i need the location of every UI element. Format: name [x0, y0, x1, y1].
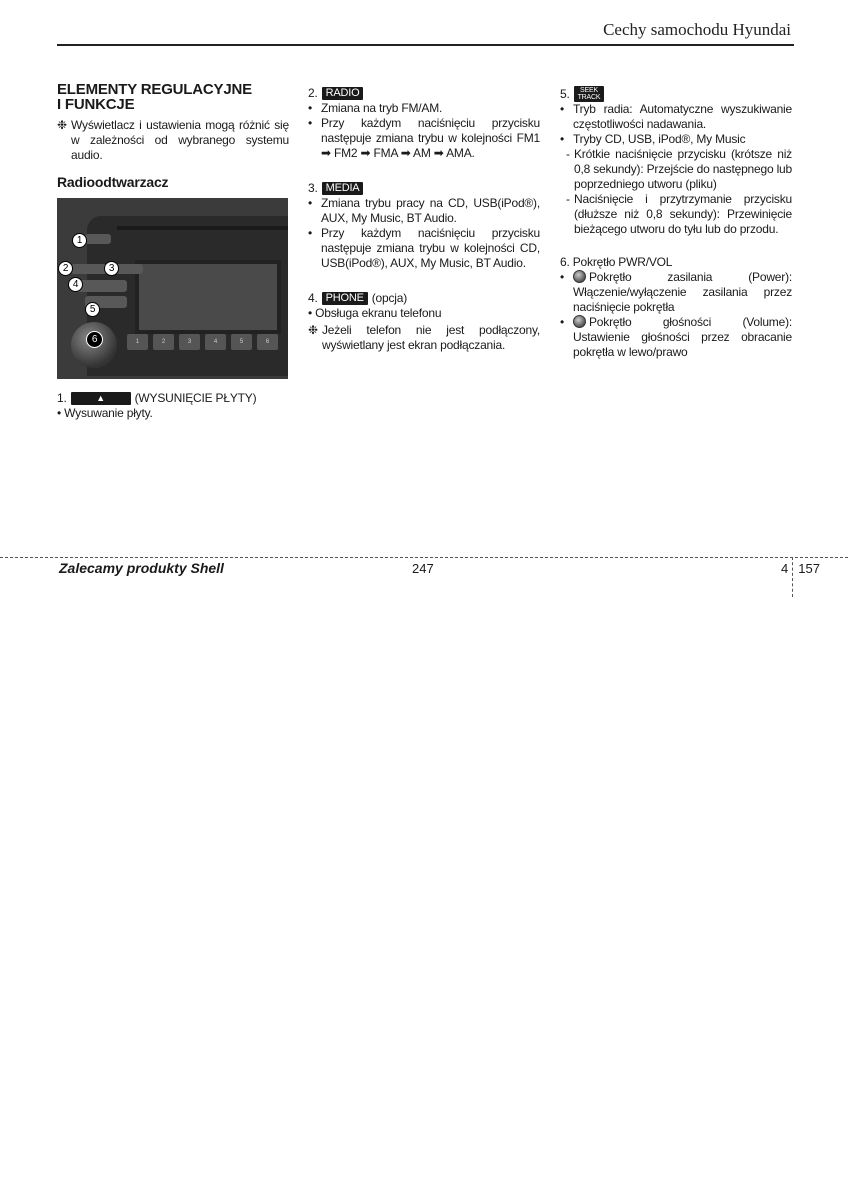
footer-chapter-page	[781, 561, 820, 576]
note-mark-icon: ❉	[308, 323, 318, 337]
list-item: - Naciśnięcie i przytrzymanie przycisku (dłuższe niż 0,8 sekundy): Przewinięcie bieżącego utworu do tyłu lub do przodu.	[560, 192, 792, 237]
eject-icon: ▲	[71, 392, 131, 405]
section-title-line1: ELEMENTY REGULACYJNE	[57, 81, 252, 98]
callout-6: 6	[86, 331, 103, 348]
item-radio	[308, 86, 540, 161]
callout-1: 1	[72, 233, 87, 248]
list-item: • Przy każdym naciśnięciu przycisku następuje zmiana trybu w kolejności FM1 ➡ FM2 ➡ FMA ➡ AM ➡ AMA.	[308, 116, 540, 161]
footer-page-number: 247	[412, 561, 434, 576]
callout-2: 2	[58, 261, 73, 276]
chapter-page-number: 157	[798, 561, 820, 576]
item-media	[308, 181, 540, 271]
note-text: Wyświetlacz i ustawienia mogą różnić się w zależności od wybranego systemu audio.	[71, 118, 289, 162]
footer-divider	[0, 557, 848, 558]
preset-key: 4	[205, 334, 226, 350]
item-number: 5.	[560, 86, 570, 101]
item-eject	[57, 391, 289, 421]
preset-key: 6	[257, 334, 278, 350]
preset-key: 1	[127, 334, 148, 350]
item-bullet: • Obsługa ekranu telefonu	[308, 306, 442, 320]
list-item: • Tryb radia: Automatyczne wyszukiwanie częstotliwości nadawania.	[560, 102, 792, 132]
list-item: • Zmiana trybu pracy na CD, USB(iPod®), AUX, My Music, BT Audio.	[308, 196, 540, 226]
radio-key	[71, 264, 107, 274]
callout-4: 4	[68, 277, 83, 292]
column-3	[560, 82, 792, 360]
column-2	[308, 82, 540, 353]
footer-slogan: Zalecamy produkty Shell	[59, 560, 224, 576]
header-rule	[57, 44, 794, 46]
item-pwr-vol	[560, 255, 792, 360]
item-number: 3.	[308, 181, 318, 195]
list-item: • Pokrętło głośności (Volume): Ustawienie głośności przez obracanie pokrętła w lewo/prawo	[560, 315, 792, 360]
note-text: Jeżeli telefon nie jest podłączony, wyświetlany jest ekran podłączania.	[322, 323, 540, 352]
list-item: • Zmiana na tryb FM/AM.	[308, 101, 540, 116]
item-number: 2.	[308, 86, 318, 100]
eject-key	[85, 234, 111, 244]
item-number: 4.	[308, 291, 318, 305]
phone-key	[77, 280, 127, 292]
preset-key: 2	[153, 334, 174, 350]
column-1	[57, 82, 289, 421]
item-label: (opcja)	[371, 291, 408, 305]
knob-icon	[573, 270, 586, 283]
subsection-title: Radioodtwarzacz	[57, 174, 169, 190]
list-item: • Przy każdym naciśnięciu przycisku następuje zmiana trybu w kolejności CD, USB(iPod®), AUX, My Music, BT Audio.	[308, 226, 540, 271]
item-phone	[308, 291, 540, 353]
callout-3: 3	[104, 261, 119, 276]
callout-5: 5	[85, 302, 100, 317]
item-bullet: • Wysuwanie płyty.	[57, 406, 153, 420]
seek-label: SEEK	[580, 87, 598, 94]
track-label: TRACK	[577, 94, 601, 101]
chapter-number: 4	[781, 561, 789, 576]
list-item: • Tryby CD, USB, iPod®, My Music	[560, 132, 792, 147]
phone-key-badge: PHONE	[322, 292, 368, 305]
radio-unit-image	[57, 198, 288, 379]
cd-slot	[117, 226, 288, 230]
display-note	[57, 118, 289, 163]
preset-key: 5	[231, 334, 252, 350]
phone-note	[308, 323, 540, 353]
item-seek-track	[560, 86, 792, 237]
list-item: - Krótkie naciśnięcie przycisku (krótsze niż 0,8 sekundy): Przejście do następnego lub poprzedniego utworu (pliku)	[560, 147, 792, 192]
knob-icon	[573, 315, 586, 328]
note-mark-icon: ❉	[57, 118, 67, 132]
media-key-badge: MEDIA	[322, 182, 364, 195]
section-title-line2: I FUNKCJE	[57, 96, 135, 113]
seek-track-key-badge	[574, 86, 605, 102]
radio-screen	[135, 260, 281, 334]
radio-key-badge: RADIO	[322, 87, 364, 100]
item-number: 1.	[57, 391, 67, 405]
item-label: (WYSUNIĘCIE PŁYTY)	[134, 391, 257, 405]
item-title: 6. Pokrętło PWR/VOL	[560, 255, 673, 269]
page-header-title: Cechy samochodu Hyundai	[603, 20, 791, 39]
list-item: • Pokrętło zasilania (Power): Włączenie/wyłączenie zasilania przez naciśnięcie pokrętła	[560, 270, 792, 315]
preset-key: 3	[179, 334, 200, 350]
